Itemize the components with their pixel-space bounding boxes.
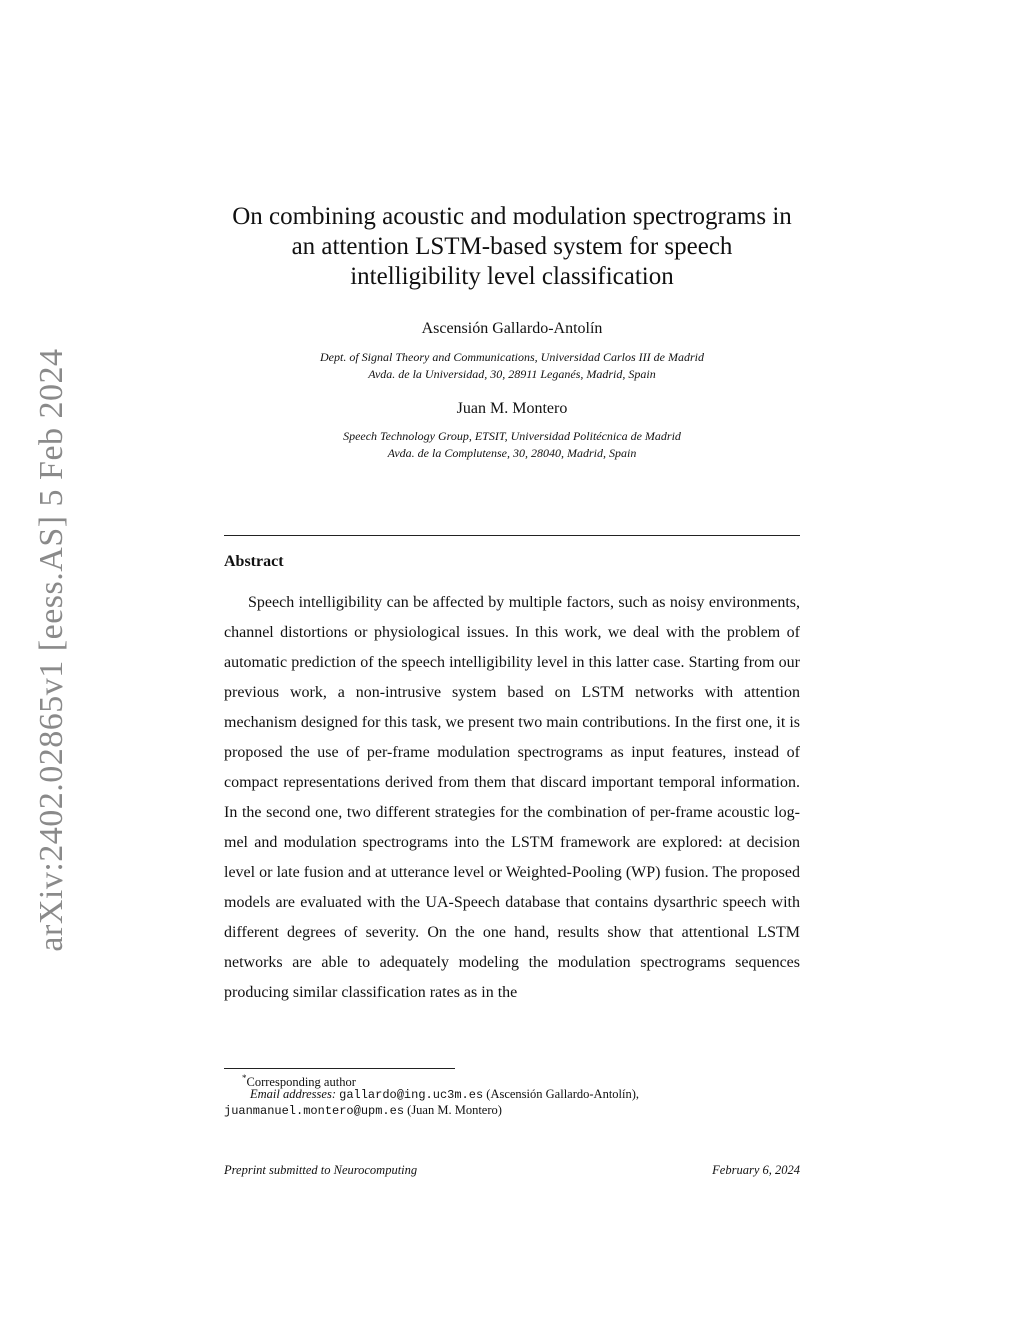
email-2-link[interactable]: juanmanuel.montero@upm.es — [224, 1104, 405, 1118]
email-1-owner: (Ascensión Gallardo-Antolín), — [486, 1087, 640, 1101]
arxiv-identifier: arXiv:2402.02865v1 [eess.AS] 5 Feb 2024 — [33, 348, 70, 952]
title-line-3: intelligibility level classification — [350, 263, 674, 290]
title-line-2: an attention LSTM-based system for speech — [291, 233, 733, 260]
footer-submission-note: Preprint submitted to Neurocomputing — [224, 1163, 418, 1177]
abstract-text: Speech intelligibility can be affected by multiple factors, such as noisy environments, channel distortions or physiological issues. In this work, we deal with the problem of automatic prediction of the speech intelligibility level in this latter case. Starting from our previous work, a non-intrusive system based on LSTM networks with attention mechanism designed for this task, we present two main contributions. In the first one, it is proposed the use of per-frame modulation spectrograms as input features, instead of compact representations derived from them that discard important temporal information. In the second one, two different strategies for the combination of per-frame acoustic log-mel and modulation spectrograms into the LSTM framework are explored: at decision level or late fusion and at utterance level or Weighted-Pooling (WP) fusion. The proposed models are evaluated with the UA-Speech database that contains dysarthric speech with different degrees of severity. On the one hand, results show that attentional LSTM networks are able to adequately modeling the modulation spectrograms sequences producing similar classification rates as in the — [224, 594, 800, 1001]
abstract-top-rule — [224, 535, 800, 536]
author-2-name: Juan M. Montero — [456, 400, 568, 417]
author-1-affiliation-line-1: Dept. of Signal Theory and Communications, Universidad Carlos III de Madrid — [320, 350, 704, 364]
author-2-affiliation-line-1: Speech Technology Group, ETSIT, Universidad Politécnica de Madrid — [343, 429, 681, 443]
email-label: Email addresses: — [250, 1087, 336, 1101]
email-2-owner: (Juan M. Montero) — [407, 1103, 502, 1117]
footnote-emails-line-2 — [224, 1102, 800, 1119]
footnote-rule — [224, 1068, 455, 1069]
footnote-marker: * — [242, 1073, 247, 1083]
title-line-1: On combining acoustic and modulation spectrograms in — [232, 203, 792, 230]
footer-date: February 6, 2024 — [712, 1163, 800, 1177]
author-1-affiliation-line-2: Avda. de la Universidad, 30, 28911 Leganés, Madrid, Spain — [368, 367, 656, 381]
footnote-emails-line-1 — [224, 1086, 800, 1103]
author-1-affiliation — [224, 349, 800, 383]
author-1-name: Ascensión Gallardo-Antolín — [421, 320, 603, 337]
email-1-link[interactable]: gallardo@ing.uc3m.es — [339, 1088, 484, 1102]
abstract-heading: Abstract — [224, 553, 284, 570]
author-2-affiliation — [224, 428, 800, 462]
author-2-affiliation-line-2: Avda. de la Complutense, 30, 28040, Madrid, Spain — [387, 446, 637, 460]
paper-title — [200, 202, 824, 292]
footnote-corresponding-text: Corresponding author — [246, 1075, 356, 1090]
